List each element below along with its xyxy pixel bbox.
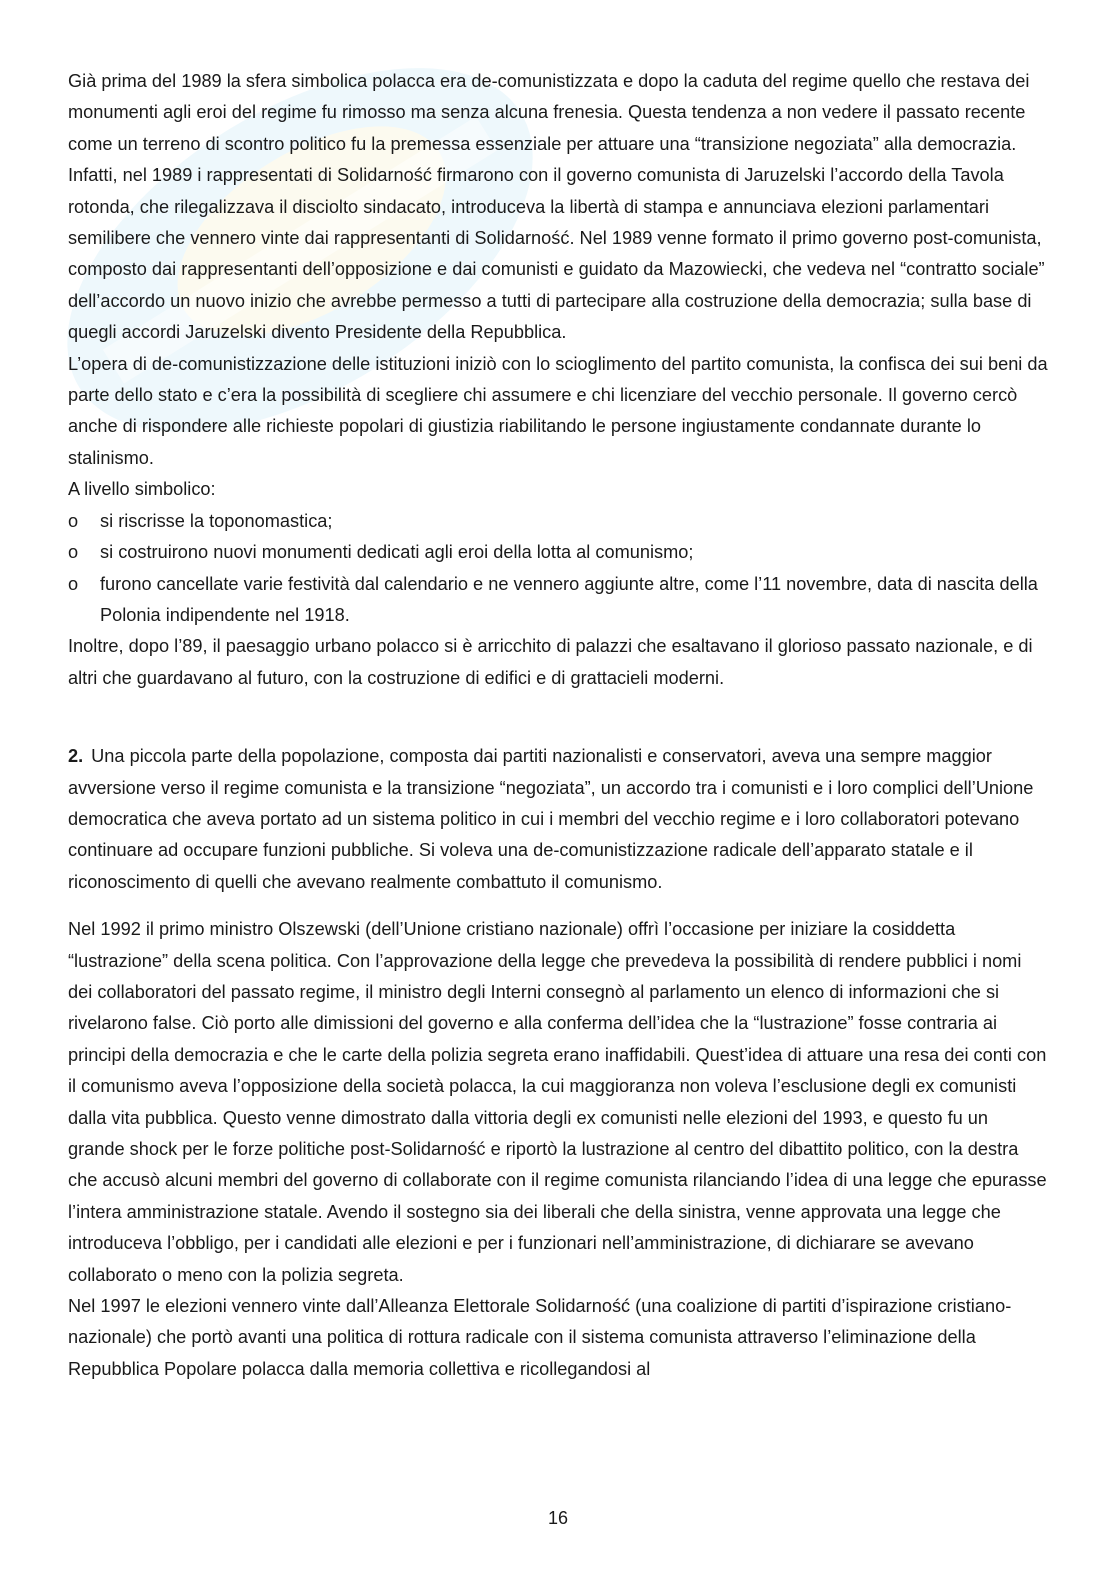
section-number: 2. — [68, 746, 84, 767]
list-item — [68, 569, 1048, 632]
symbolic-measures-list — [68, 506, 1048, 632]
list-item-text: si riscrisse la toponomastica; — [100, 510, 333, 531]
list-item — [68, 506, 1048, 537]
paragraph-intro-3: A livello simbolico: — [68, 479, 216, 500]
document-page — [68, 66, 1048, 1385]
spacer — [68, 898, 1048, 914]
list-item — [68, 537, 1048, 568]
section-2-text: Una piccola parte della popolazione, composta dai partiti nazionalisti e conservatori, aveva una sempre maggior avversione verso il regime comunista e la transizione “negoziata”, un accordo tra i comunisti e i loro complici dell’Unione democratica che aveva portato ad un sistema politico in cui i membri del vecchio regime e i loro collaboratori potevano continuare ad occupare funzioni pubbliche. Si voleva una de-comunistizzazione radicale dell’apparato statale e il riconoscimento di quelli che avevano realmente combattuto il comunismo. — [68, 746, 1034, 892]
bullet-marker: o — [68, 510, 79, 531]
spacer — [68, 694, 1048, 741]
section-2-paragraph — [68, 741, 1048, 898]
paragraph-1997: Nel 1997 le elezioni vennero vinte dall’Alleanza Elettorale Solidarność (una coalizione di partiti d’ispirazione cristiano-nazionale) che portò avanti una politica di rottura radicale con il sistema comunista attraverso l’eliminazione della Repubblica Popolare polacca dalla memoria collettiva e ricollegandosi al — [68, 1296, 1012, 1379]
list-item-text: furono cancellate varie festività dal calendario e ne vennero aggiunte altre, come l’11 novembre, data di nascita della Polonia indipendente nel 1918. — [100, 573, 1038, 625]
list-item-text: si costruirono nuovi monumenti dedicati agli eroi della lotta al comunismo; — [100, 542, 694, 563]
paragraph-after-list: Inoltre, dopo l’89, il paesaggio urbano polacco si è arricchito di palazzi che esaltavano il glorioso passato nazionale, e di altri che guardavano al futuro, con la costruzione di edifici e di grattacieli moderni. — [68, 636, 1033, 688]
paragraph-1992: Nel 1992 il primo ministro Olszewski (dell’Unione cristiano nazionale) offrì l’occasione per iniziare la cosiddetta “lustrazione” della scena politica. Con l’approvazione della legge che prevedeva la possibilità di rendere pubblici i nomi dei collaboratori del passato regime, il ministro degli Interni consegnò al parlamento un elenco di informazioni che si rivelarono false. Ciò porto alle dimissioni del governo e alla conferma dell’idea che la “lustrazione” fosse contraria ai principi della democrazia e che le carte della polizia segreta erano inaffidabili. Quest’idea di attuare una resa dei conti con il comunismo aveva l’opposizione della società polacca, la cui maggioranza non voleva l’esclusione degli ex comunisti dalla vita pubblica. Questo venne dimostrato dalla vittoria degli ex comunisti nelle elezioni del 1993, e questo fu un grande shock per le forze politiche post-Solidarność e riportò la lustrazione al centro del dibattito politico, con la destra che accusò alcuni membri del governo di collaborate con il regime comunista rilanciando l’idea di una legge che epurasse l’intera amministrazione statale. Avendo il sostegno sia dei liberali che della sinistra, venne approvata una legge che introduceva l’obbligo, per i candidati alle elezioni e per i funzionari nell’amministrazione, di dichiarare se avevano collaborato o meno con la polizia segreta. — [68, 919, 1047, 1285]
paragraph-intro-1: Già prima del 1989 la sfera simbolica polacca era de-comunistizzata e dopo la caduta del regime quello che restava dei monumenti agli eroi del regime fu rimosso ma senza alcuna frenesia. Questa tendenza a non vedere il passato recente come un terreno di scontro politico fu la premessa essenziale per attuare una “transizione negoziata” alla democrazia. Infatti, nel 1989 i rappresentati di Solidarność firmarono con il governo comunista di Jaruzelski l’accordo della Tavola rotonda, che rilegalizzava il disciolto sindacato, introduceva la libertà di stampa e annunciava elezioni parlamentari semilibere che vennero vinte dai rappresentanti di Solidarność. Nel 1989 venne formato il primo governo post-comunista, composto dai rappresentanti dell’opposizione e dai comunisti e guidato da Mazowiecki, che vedeva nel “contratto sociale” dell’accordo un nuovo inizio che avrebbe permesso a tutti di partecipare alla costruzione della democrazia; sulla base di quegli accordi Jaruzelski divento Presidente della Repubblica. — [68, 71, 1045, 343]
bullet-marker: o — [68, 573, 79, 594]
bullet-marker: o — [68, 542, 79, 563]
page-number: 16 — [547, 1508, 569, 1528]
paragraph-intro-2: L’opera di de-comunistizzazione delle istituzioni iniziò con lo scioglimento del partito comunista, la confisca dei sui beni da parte dello stato e c’era la possibilità di scegliere chi assumere e chi licenziare del vecchio personale. Il governo cercò anche di rispondere alle richieste popolari di giustizia riabilitando le persone ingiustamente condannate durante lo stalinismo. — [68, 353, 1048, 468]
